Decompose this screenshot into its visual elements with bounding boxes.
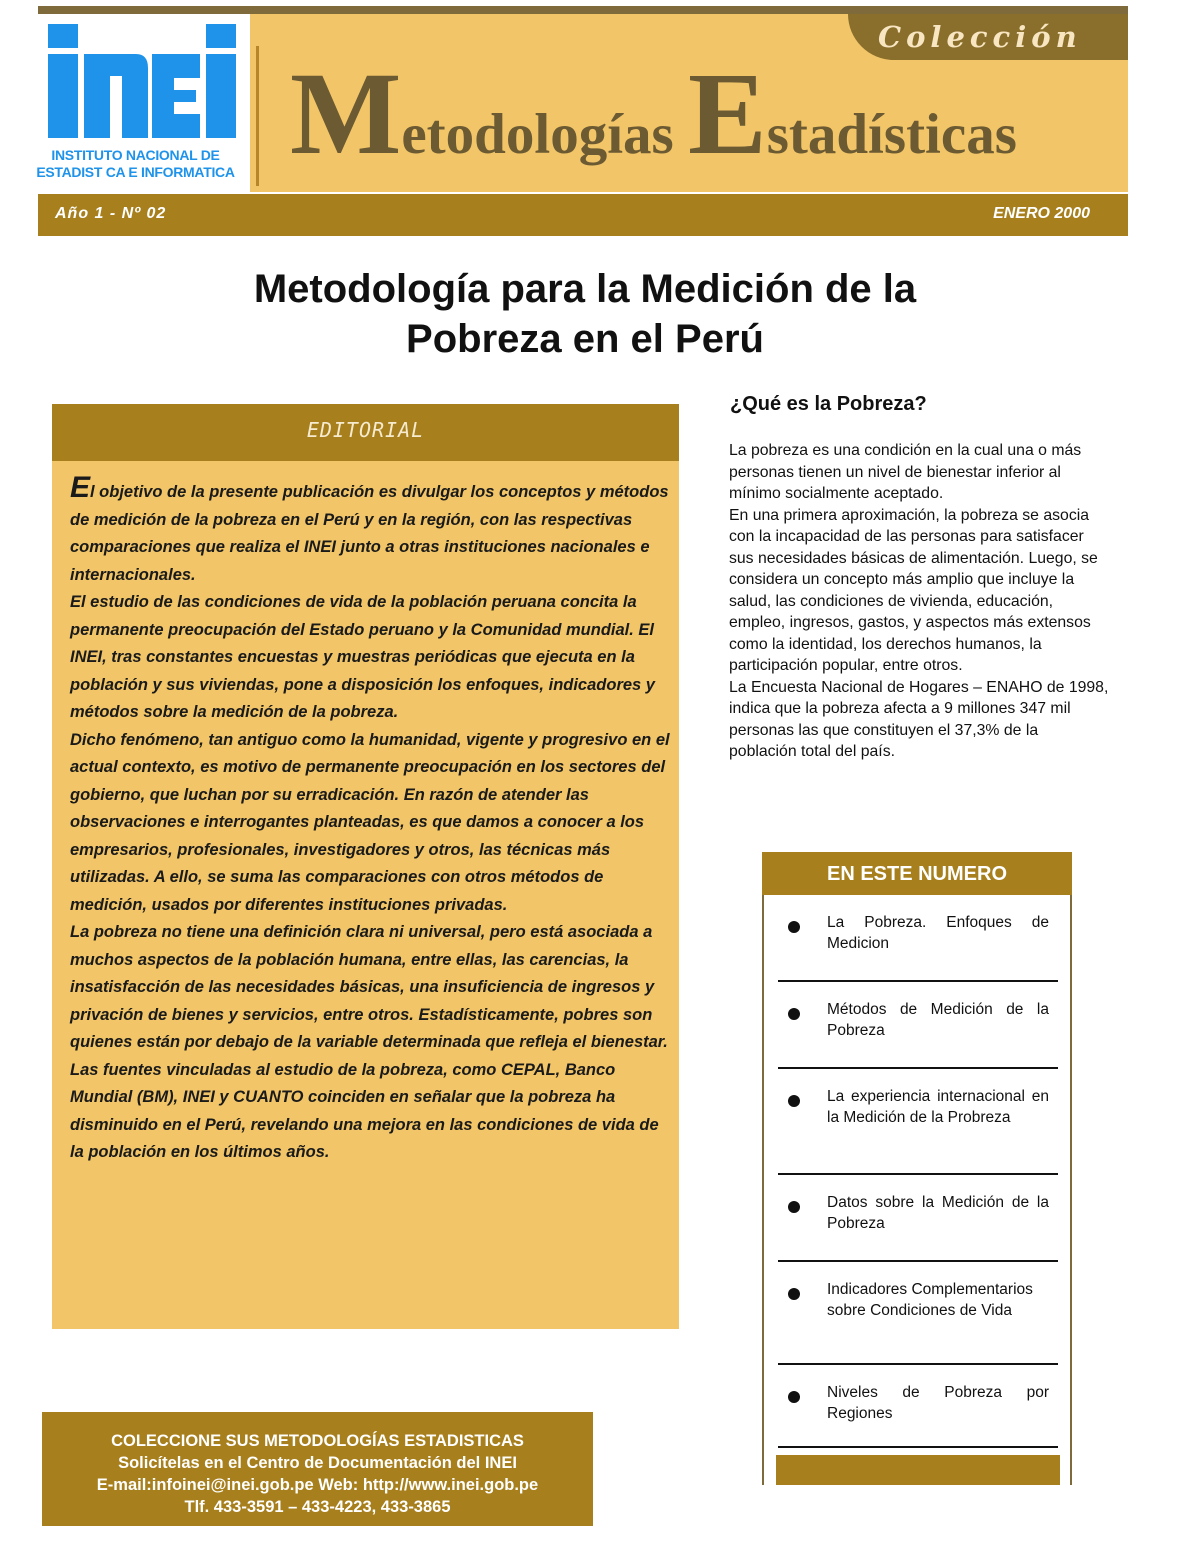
toc-separator bbox=[778, 1446, 1058, 1448]
series-title bbox=[290, 48, 1120, 179]
banner-divider bbox=[256, 46, 259, 186]
bullet-icon bbox=[788, 921, 800, 933]
bullet-icon bbox=[788, 1288, 800, 1300]
toc-item[interactable] bbox=[764, 1262, 1070, 1365]
que-es-p1: La pobreza es una condición en la cual una o más personas tienen un nivel de bienestar inferior al mínimo socialmente aceptado. bbox=[729, 442, 1082, 502]
toc-item-label: La Pobreza. Enfoques de Medicion bbox=[827, 914, 1049, 952]
editorial-dropcap: E bbox=[70, 471, 91, 504]
issue-date: ENERO 2000 bbox=[993, 205, 1090, 222]
inei-logo-subtitle bbox=[28, 147, 243, 181]
contact-text bbox=[42, 1430, 593, 1518]
top-rule bbox=[38, 6, 1128, 14]
editorial-text bbox=[70, 471, 670, 1167]
toc-item-label: La experiencia internacional en la Medición de la Probreza bbox=[827, 1088, 1049, 1126]
toc-list bbox=[764, 895, 1070, 1448]
editorial-p5: Las fuentes vinculadas al estudio de la pobreza, como CEPAL, Banco Mundial (BM), INEI y CUANTO coinciden en señalar que la pobreza ha disminuido en el Perú, revelando una mejora en las condiciones de vida de la población en los últimos años. bbox=[70, 1060, 659, 1161]
que-es-text bbox=[729, 440, 1109, 763]
bullet-icon bbox=[788, 1095, 800, 1107]
series-rest-1: etodologías bbox=[401, 103, 688, 166]
series-rest-2: stadísticas bbox=[766, 103, 1017, 166]
toc-item-label: Métodos de Medición de la Pobreza bbox=[827, 1001, 1049, 1039]
contact-line1: COLECCIONE SUS METODOLOGÍAS ESTADISTICAS bbox=[111, 1432, 524, 1450]
que-es-p2: En una primera aproximación, la pobreza se asocia con la incapacidad de las personas para satisfacer sus necesidades básicas de alimentación. Luego, se considera un concepto más amplio que incluye la salud, las condiciones de vivienda, educación, empleo, ingresos, gastos, y aspectos más extensos como la identidad, los derechos humanos, la participación popular, entre otros. bbox=[729, 506, 1098, 674]
title-line1: Metodología para la Medición de la bbox=[253, 267, 917, 311]
contact-line2: Solicítelas en el Centro de Documentación del INEI bbox=[118, 1454, 517, 1472]
toc-item[interactable] bbox=[764, 1069, 1070, 1175]
toc-item-label: Datos sobre la Medición de la Pobreza bbox=[827, 1194, 1049, 1232]
contact-line4: Tlf. 433-3591 – 433-4223, 433-3865 bbox=[184, 1498, 451, 1516]
issue-number: Año 1 - Nº 02 bbox=[55, 205, 167, 222]
series-cap-m: M bbox=[290, 48, 402, 179]
series-cap-e: E bbox=[687, 48, 767, 179]
editorial-p3: Dicho fenómeno, tan antiguo como la humanidad, vigente y progresivo en el actual contexto, es motivo de permanente preocupación en los sectores del gobierno, que luchan por su erradicación. En razón de atender las observaciones e interrogantes planteadas, es que damos a conocer a los empresarios, profesionales, investigadores y otros, las técnicas más utilizadas. A ello, se suma las comparaciones con otros métodos de medición, usados por diferentes instituciones privadas. bbox=[70, 730, 670, 914]
toc-item[interactable] bbox=[764, 1365, 1070, 1448]
contact-line3[interactable]: E-mail:infoinei@inei.gob.pe Web: http://www.inei.gob.pe bbox=[96, 1476, 539, 1494]
page-title bbox=[100, 264, 1070, 364]
logo-subtitle-line1: INSTITUTO NACIONAL DE bbox=[51, 147, 220, 163]
editorial-p1: l objetivo de la presente publicación es divulgar los conceptos y métodos de medición de la pobreza en el Perú y en la región, con las respectivas comparaciones que realiza el INEI junto a otras instituciones nacionales e internacionales. bbox=[70, 483, 669, 584]
toc-item[interactable] bbox=[764, 982, 1070, 1069]
toc-item[interactable] bbox=[764, 895, 1070, 982]
en-este-numero-heading: EN ESTE NUMERO bbox=[826, 863, 1008, 885]
editorial-paragraph bbox=[70, 471, 670, 589]
inei-logo-mark bbox=[44, 22, 244, 140]
toc-item[interactable] bbox=[764, 1175, 1070, 1262]
que-es-heading: ¿Qué es la Pobreza? bbox=[730, 393, 927, 415]
toc-item-label: Indicadores Complementarios sobre Condiciones de Vida bbox=[827, 1281, 1033, 1319]
editorial-p4: La pobreza no tiene una definición clara ni universal, pero está asociada a muchos aspectos de la población humana, entre ellas, las carencias, la insatisfacción de las necesidades básicas, una insuficiencia de ingresos y privación de bienes y servicios, entre otros. Estadísticamente, pobres son quienes están por debajo de la variable determinada que refleja el bienestar. bbox=[70, 923, 668, 1051]
editorial-p2: El estudio de las condiciones de vida de la población peruana concita la permanente preocupación del Estado peruano y la Comunidad mundial. El INEI, tras constantes encuestas y muestras periódicas que ejecuta en la población y sus viviendas, pone a disposición los enfoques, indicadores y métodos sobre la medición de la pobreza. bbox=[70, 593, 655, 721]
logo-subtitle-line2: ESTADIST CA E INFORMATICA bbox=[36, 164, 235, 180]
bullet-icon bbox=[788, 1391, 800, 1403]
toc-border-right bbox=[1070, 895, 1072, 1485]
editorial-heading: EDITORIAL bbox=[306, 418, 425, 442]
bullet-icon bbox=[788, 1201, 800, 1213]
coleccion-label: Colección bbox=[878, 20, 1082, 54]
toc-item-label: Niveles de Pobreza por Regiones bbox=[827, 1384, 1049, 1422]
toc-footer-bar bbox=[776, 1455, 1060, 1485]
bullet-icon bbox=[788, 1008, 800, 1020]
title-line2: Pobreza en el Perú bbox=[406, 317, 764, 361]
que-es-p3: La Encuesta Nacional de Hogares – ENAHO de 1998, indica que la pobreza afecta a 9 millones 347 mil personas las que constituyen el 37,3% de la población total del país. bbox=[729, 678, 1109, 760]
